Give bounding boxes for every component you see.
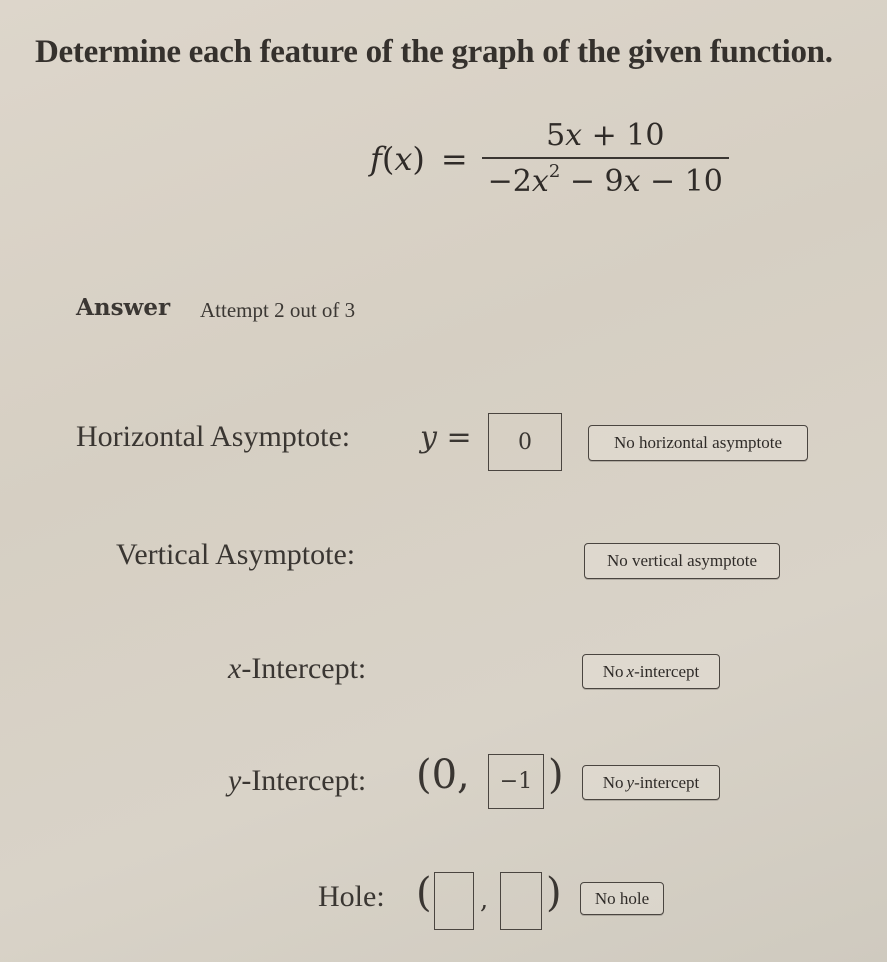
denominator-lead: −2 [487, 164, 532, 199]
answer-label: Answer [76, 294, 171, 321]
x-intercept-label-text: -Intercept: [241, 652, 367, 685]
horizontal-asymptote-prefix [420, 420, 472, 455]
y-variable: y [420, 420, 437, 455]
no-vertical-asymptote-button[interactable]: No vertical asymptote [584, 543, 780, 579]
no-horizontal-asymptote-button[interactable]: No horizontal asymptote [588, 425, 808, 461]
no-text: No [602, 772, 624, 792]
numerator-rest: + 10 [582, 118, 665, 153]
numerator-var: x [565, 118, 583, 153]
close-paren: ) [412, 139, 425, 178]
hole-x-input[interactable] [434, 872, 474, 930]
open-paren: ( [381, 139, 395, 178]
y-intercept-label [228, 764, 366, 798]
attempt-counter: Attempt 2 out of 3 [200, 298, 356, 322]
y-intercept-label-text: -Intercept: [241, 764, 367, 797]
function-name: f [370, 139, 382, 178]
numerator [540, 118, 670, 157]
question-prompt: Determine each feature of the graph of the given function. [35, 34, 833, 70]
y-intercept-open: (0, [416, 752, 470, 798]
y-variable: y [626, 772, 635, 792]
hole-comma: , [480, 885, 489, 915]
hole-y-input[interactable] [500, 872, 542, 930]
function-var: x [394, 139, 413, 178]
vertical-asymptote-label: Vertical Asymptote: [116, 538, 356, 571]
intercept-text: -intercept [634, 772, 700, 792]
function-formula [370, 118, 729, 199]
y-intercept-input[interactable]: −1 [488, 754, 544, 809]
fraction [482, 118, 729, 199]
x-variable: x [626, 661, 635, 681]
hole-label: Hole: [318, 880, 385, 913]
hole-close: ) [546, 870, 562, 916]
x-variable: x [228, 652, 242, 685]
equals-sign: = [440, 139, 468, 178]
no-x-intercept-button[interactable] [582, 654, 720, 689]
no-y-intercept-button[interactable] [582, 765, 720, 800]
horizontal-asymptote-label: Horizontal Asymptote: [76, 420, 351, 453]
denominator-rest: − 10 [640, 164, 723, 199]
no-text: No [602, 661, 624, 681]
denominator-exponent: 2 [548, 161, 561, 182]
denominator-var: x [531, 164, 549, 199]
no-hole-button[interactable]: No hole [580, 882, 664, 915]
equals-sign: = [436, 420, 472, 455]
numerator-coef: 5 [546, 118, 566, 153]
y-intercept-close: ) [548, 752, 564, 798]
y-variable: y [228, 764, 242, 797]
denominator-middle: − 9 [560, 164, 624, 199]
horizontal-asymptote-input[interactable]: 0 [488, 413, 562, 471]
x-intercept-label [228, 652, 366, 686]
hole-open: ( [416, 870, 432, 916]
function-lhs [370, 140, 425, 178]
denominator [482, 159, 729, 199]
denominator-var2: x [623, 164, 641, 199]
intercept-text: -intercept [634, 661, 700, 681]
